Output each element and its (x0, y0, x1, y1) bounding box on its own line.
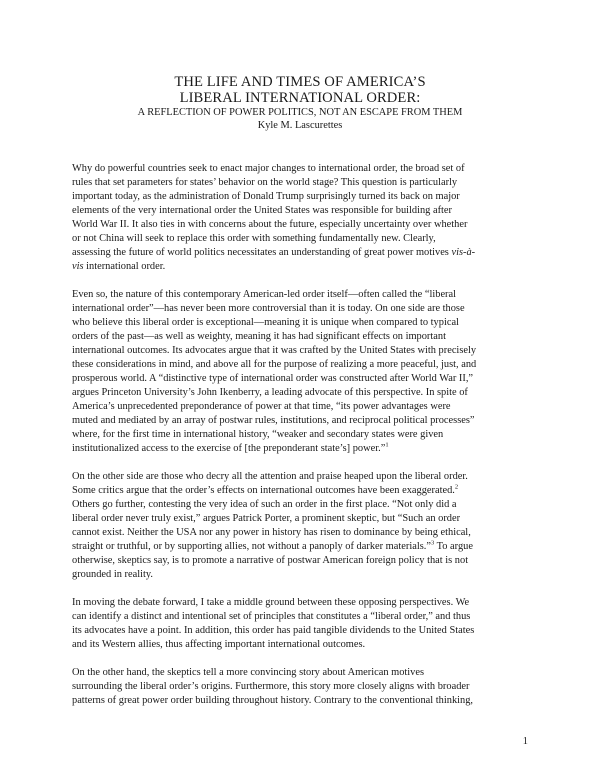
text-line: who believe this liberal order is exceptional—meaning it is unique when compared to typical (72, 317, 459, 328)
text-line: Why do powerful countries seek to enact major changes to international order, the broad set of (72, 163, 465, 174)
text-line: orders of the past—as well as weighty, meaning it has had significant effects on important (72, 331, 446, 342)
author: Kyle M. Lascurettes (257, 120, 343, 131)
text-segment: To argue (434, 541, 473, 552)
page-number: 1 (522, 736, 528, 747)
paragraph-2 (72, 288, 532, 456)
footnote-marker[interactable]: 1 (385, 441, 389, 449)
paragraph-5 (72, 666, 532, 708)
text-line: elements of the very international order the United States was responsible for building after (72, 205, 453, 216)
text-line: these considerations in mind, and above all for the purpose of realizing a more peaceful, just, and (72, 359, 477, 370)
text-segment: assessing the future of world politics necessitates an understanding of great power motives (72, 247, 452, 258)
text-line: rules that set parameters for states’ behavior on the world stage? This question is particularly (72, 177, 458, 188)
footnote-marker[interactable]: 2 (454, 483, 459, 491)
text-line: cannot exist. Neither the USA nor any power in history has risen to dominance by being ethical, (72, 527, 471, 538)
title-block (0, 74, 600, 132)
text-line (72, 260, 532, 274)
text-line: liberal order never truly exist,” argues Patrick Porter, a prominent skeptic, but “Such an order (72, 513, 461, 524)
text-line: America’s unprecedented preponderance of power at that time, “its power advantages were (72, 401, 451, 412)
italic-term: vis (72, 261, 84, 272)
text-line: important today, as the administration of Donald Trump surprisingly turned its back on major (72, 191, 460, 202)
text-line (72, 484, 532, 498)
text-line: where, for the first time in international history, “weaker and secondary states were given (72, 429, 444, 440)
text-line: surrounding the liberal order’s origins. Furthermore, this story more closely aligns with broader (72, 681, 470, 692)
text-line: argues Princeton University’s John Ikenberry, a leading advocate of this perspective. In spite of (72, 387, 468, 398)
text-line: can identify a distinct and intentional set of principles that constitutes a “liberal order,” and thus (72, 611, 471, 622)
text-line: international outcomes. Its advocates argue that it was crafted by the United States with precisely (72, 345, 477, 356)
text-line: muted and mediated by an array of postwar rules, institutions, and reciprocal political processes” (72, 415, 475, 426)
body-text (72, 162, 532, 722)
text-line: its advocates have a point. In addition, this order has paid tangible dividends to the United States (72, 625, 475, 636)
text-line: World War II. It also ties in with concerns about the future, especially uncertainty over whether (72, 219, 468, 230)
text-line: Others go further, contesting the very idea of such an order in the first place. “Not only did a (72, 499, 457, 510)
text-line: On the other side are those who decry all the attention and praise heaped upon the liberal order. (72, 471, 468, 482)
text-line: In moving the debate forward, I take a middle ground between these opposing perspectives. We (72, 597, 470, 608)
text-line: Even so, the nature of this contemporary American-led order itself—often called the “liberal (72, 289, 457, 300)
text-line: and its Western allies, thus affecting important international outcomes. (72, 639, 366, 650)
text-line: prosperous world. A “distinctive type of international order was constructed after World War II,” (72, 373, 474, 384)
paragraph-1 (72, 162, 532, 274)
text-segment: institutionalized access to the exercise of [the preponderant state’s] power.” (72, 443, 386, 454)
text-line: international order”—has never been more controversial than it is today. On one side are those (72, 303, 465, 314)
text-segment: Some critics argue that the order’s effects on international outcomes have been exaggerated. (72, 485, 455, 496)
paragraph-4 (72, 596, 532, 652)
italic-term: vis-à- (451, 247, 476, 258)
paragraph-3 (72, 470, 532, 582)
title-line-2: LIBERAL INTERNATIONAL ORDER: (179, 90, 421, 106)
text-line: On the other hand, the skeptics tell a more convincing story about American motives (72, 667, 425, 678)
title-line-1: THE LIFE AND TIMES OF AMERICA’S (174, 74, 426, 90)
text-line (72, 246, 532, 260)
footnote-marker[interactable]: 3 (430, 539, 435, 547)
text-segment: straight or truthful, or by supporting allies, not without a panoply of darker materials.” (72, 541, 431, 552)
subtitle: A REFLECTION OF POWER POLITICS, NOT AN ESCAPE FROM THEM (137, 107, 463, 118)
text-line: otherwise, skeptics say, is to promote a narrative of postwar American foreign policy that is not (72, 555, 469, 566)
text-segment: international order. (83, 261, 166, 272)
text-line: patterns of great power order building throughout history. Contrary to the conventional thinking, (72, 695, 474, 706)
text-line (72, 540, 532, 554)
text-line: grounded in reality. (72, 569, 153, 580)
text-line: or not China will seek to replace this order with something fundamentally new. Clearly, (72, 233, 436, 244)
text-line (72, 442, 532, 456)
